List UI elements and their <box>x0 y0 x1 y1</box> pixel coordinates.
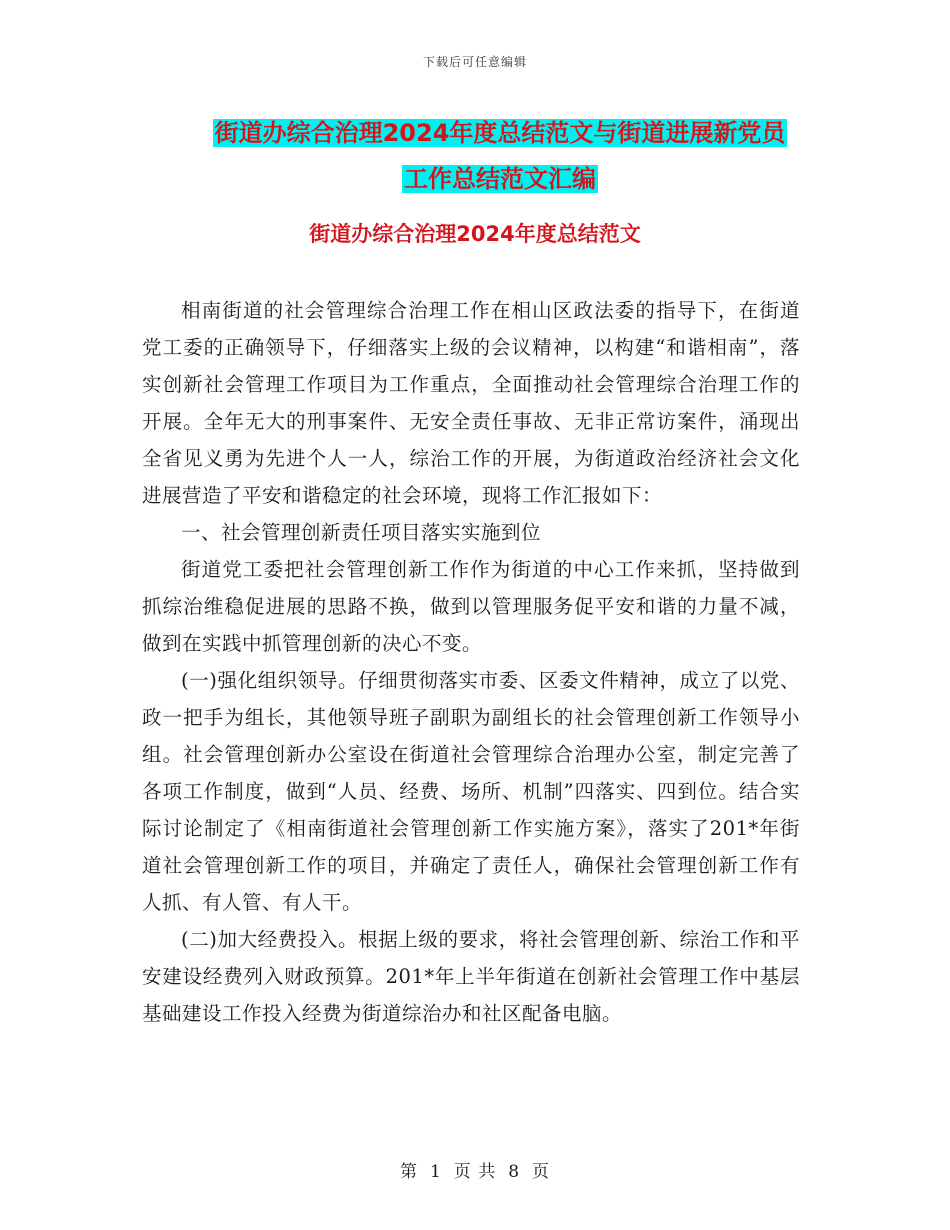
paragraph-3: (一)强化组织领导。仔细贯彻落实市委、区委文件精神，成立了以党、政一把手为组长，其他领导班子副职为副组长的社会管理创新工作领导小组。社会管理创新办公室设在街道社会管理综合治理办公室，制定完善了各项工作制度，做到“人员、经费、场所、机制”四落实、四到位。结合实际讨论制定了《相南街道社会管理创新工作实施方案》，落实了201*年街道社会管理创新工作的项目，并确定了责任人，确保社会管理创新工作有人抓、有人管、有人干。 <box>142 669 800 914</box>
paragraph-2: 街道党工委把社会管理创新工作作为街道的中心工作来抓，坚持做到抓综治维稳促进展的思路不换，做到以管理服务促平安和谐的力量不减，做到在实践中抓管理创新的决心不变。 <box>142 558 800 655</box>
page-footer <box>0 1157 950 1182</box>
page-current: 1 <box>429 1162 442 1182</box>
page-prefix: 第 <box>399 1162 418 1182</box>
paragraph-heading-1: 一、社会管理创新责任项目落实实施到位 <box>181 521 542 544</box>
page-middle: 页 共 <box>453 1162 497 1182</box>
document-title <box>120 110 880 202</box>
paragraph-4: (二)加大经费投入。根据上级的要求，将社会管理创新、综治工作和平安建设经费列入财政预算。201*年上半年街道在创新社会管理工作中基层基础建设工作投入经费为街道综治办和社区配备电脑。 <box>142 928 800 1025</box>
page-total: 8 <box>508 1162 521 1182</box>
section-title: 街道办综合治理2024年度总结范文 <box>309 222 641 246</box>
document-body <box>142 292 800 1032</box>
title-line-2: 工作总结范文汇编 <box>404 165 596 193</box>
header-note: 下载后可任意编辑 <box>422 55 527 69</box>
page-suffix: 页 <box>532 1162 551 1182</box>
title-line-1: 街道办综合治理2024年度总结范文与街道进展新党员 <box>214 119 786 147</box>
paragraph-intro: 相南街道的社会管理综合治理工作在相山区政法委的指导下，在街道党工委的正确领导下，仔细落实上级的会议精神，以构建“和谐相南”，落实创新社会管理工作项目为工作重点，全面推动社会管理综合治理工作的开展。全年无大的刑事案件、无安全责任事故、无非正常访案件，涌现出全省见义勇为先进个人一人，综治工作的开展，为街道政治经济社会文化进展营造了平安和谐稳定的社会环境，现将工作汇报如下： <box>142 299 800 507</box>
